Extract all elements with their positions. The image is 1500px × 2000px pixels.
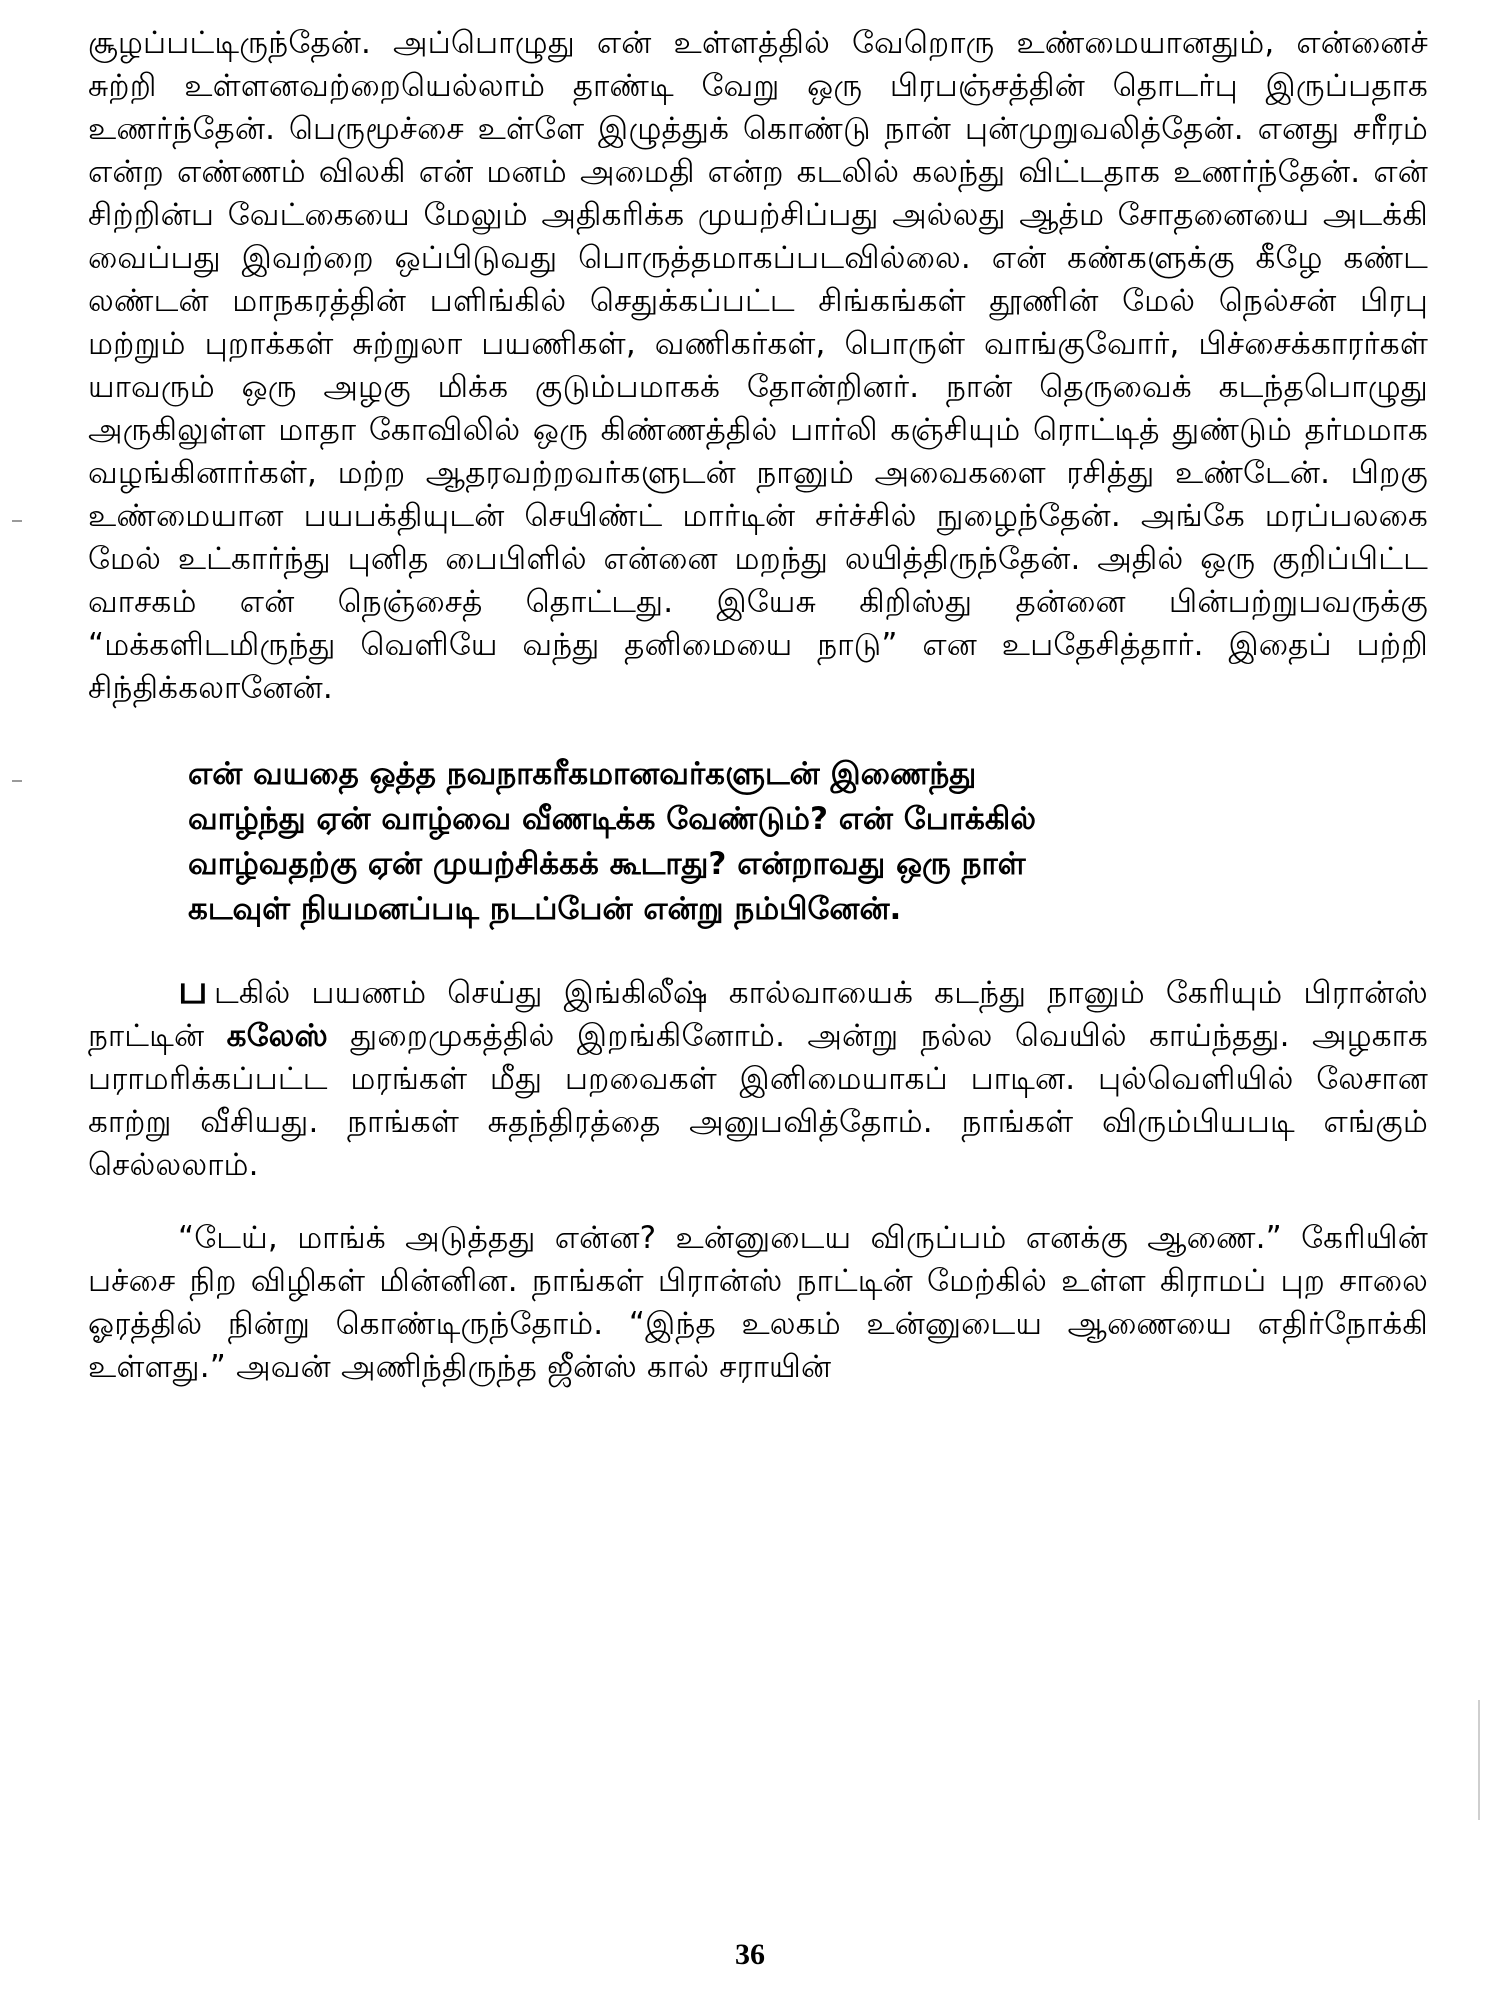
emphasis-line: வாழ்ந்து ஏன் வாழ்வை வீணடிக்க வேண்டும்? என் போக்கில்	[188, 801, 1036, 837]
emphasis-line: கடவுள் நியமனப்படி நடப்பேன் என்று நம்பினேன்.	[188, 891, 902, 927]
emphasis-line: என் வயதை ஒத்த நவநாகரீகமானவர்களுடன் இணைந்து	[188, 756, 977, 792]
scan-margin-mark	[12, 520, 22, 522]
emphasis-block	[188, 752, 1428, 932]
page-body	[88, 22, 1428, 1389]
body-paragraph-3: “டேய், மாங்க் அடுத்தது என்ன? உன்னுடைய விருப்பம் எனக்கு ஆணை.” கேரியின் பச்சை நிற விழிகள் மின்னின. நாங்கள் பிரான்ஸ் நாட்டின் மேற்கில் உள்ள கிராமப் புற சாலை ஓரத்தில் நின்று கொண்டிருந்தோம். “இந்த உலகம் உன்னுடைய ஆணையை எதிர்நோக்கி உள்ளது.” அவன் அணிந்திருந்த ஜீன்ஸ் கால் சராயின்	[88, 1220, 1428, 1385]
body-paragraph-2	[88, 968, 1428, 1187]
paragraph-text: துறைமுகத்தில் இறங்கினோம். அன்று நல்ல வெயில் காய்ந்தது. அழகாக பராமரிக்கப்பட்ட மரங்கள் மீது பறவைகள் இனிமையாகப் பாடின. புல்வெளியில் லேசான காற்று வீசியது. நாங்கள் சுதந்திரத்தை அனுபவித்தோம். நாங்கள் விரும்பியபடி எங்கும் செல்லலாம்.	[88, 1018, 1429, 1183]
drop-cap: ப	[178, 966, 208, 1013]
place-name-bold: கலேஸ்	[226, 1018, 329, 1054]
emphasis-line: வாழ்வதற்கு ஏன் முயற்சிக்கக் கூடாது? என்றாவது ஒரு நாள்	[188, 846, 1026, 882]
scan-edge-shadow	[1478, 1700, 1480, 1820]
paragraph-text: டகில் பயணம் செய்து இங்கிலீஷ் கால்வாயைக் கடந்து நானும் கேரியும் பிரான்ஸ் நாட்டின்	[88, 975, 1428, 1054]
body-paragraph-1: சூழப்பட்டிருந்தேன். அப்பொழுது என் உள்ளத்தில் வேறொரு உண்மையானதும், என்னைச் சுற்றி உள்ளனவற்றையெல்லாம் தாண்டி வேறு ஒரு பிரபஞ்சத்தின் தொடர்பு இருப்பதாக உணர்ந்தேன். பெருமூச்சை உள்ளே இழுத்துக் கொண்டு நான் புன்முறுவலித்தேன். எனது சரீரம் என்ற எண்ணம் விலகி என் மனம் அமைதி என்ற கடலில் கலந்து விட்டதாக உணர்ந்தேன். என் சிற்றின்ப வேட்கையை மேலும் அதிகரிக்க முயற்சிப்பது அல்லது ஆத்ம சோதனையை அடக்கி வைப்பது இவற்றை ஒப்பிடுவது பொருத்தமாகப்படவில்லை. என் கண்களுக்கு கீழே கண்ட லண்டன் மாநகரத்தின் பளிங்கில் செதுக்கப்பட்ட சிங்கங்கள் தூணின் மேல் நெல்சன் பிரபு மற்றும் புறாக்கள் சுற்றுலா பயணிகள், வணிகர்கள், பொருள் வாங்குவோர், பிச்சைக்காரர்கள் யாவரும் ஒரு அழகு மிக்க குடும்பமாகக் தோன்றினர். நான் தெருவைக் கடந்தபொழுது அருகிலுள்ள மாதா கோவிலில் ஒரு கிண்ணத்தில் பார்லி கஞ்சியும் ரொட்டித் துண்டும் தர்மமாக வழங்கினார்கள், மற்ற ஆதரவற்றவர்களுடன் நானும் அவைகளை ரசித்து உண்டேன். பிறகு உண்மையான பயபக்தியுடன் செயிண்ட் மார்டின் சர்ச்சில் நுழைந்தேன். அங்கே மரப்பலகை மேல் உட்கார்ந்து புனித பைபிளில் என்னை மறந்து லயித்திருந்தேன். அதில் ஒரு குறிப்பிட்ட வாசகம் என் நெஞ்சைத் தொட்டது. இயேசு கிறிஸ்து தன்னை பின்பற்றுபவருக்கு “மக்களிடமிருந்து வெளியே வந்து தனிமையை நாடு” என உபதேசித்தார். இதைப் பற்றி சிந்திக்கலானேன்.	[88, 25, 1428, 706]
page-number: 36	[735, 1938, 765, 1971]
scan-margin-mark	[12, 780, 22, 782]
